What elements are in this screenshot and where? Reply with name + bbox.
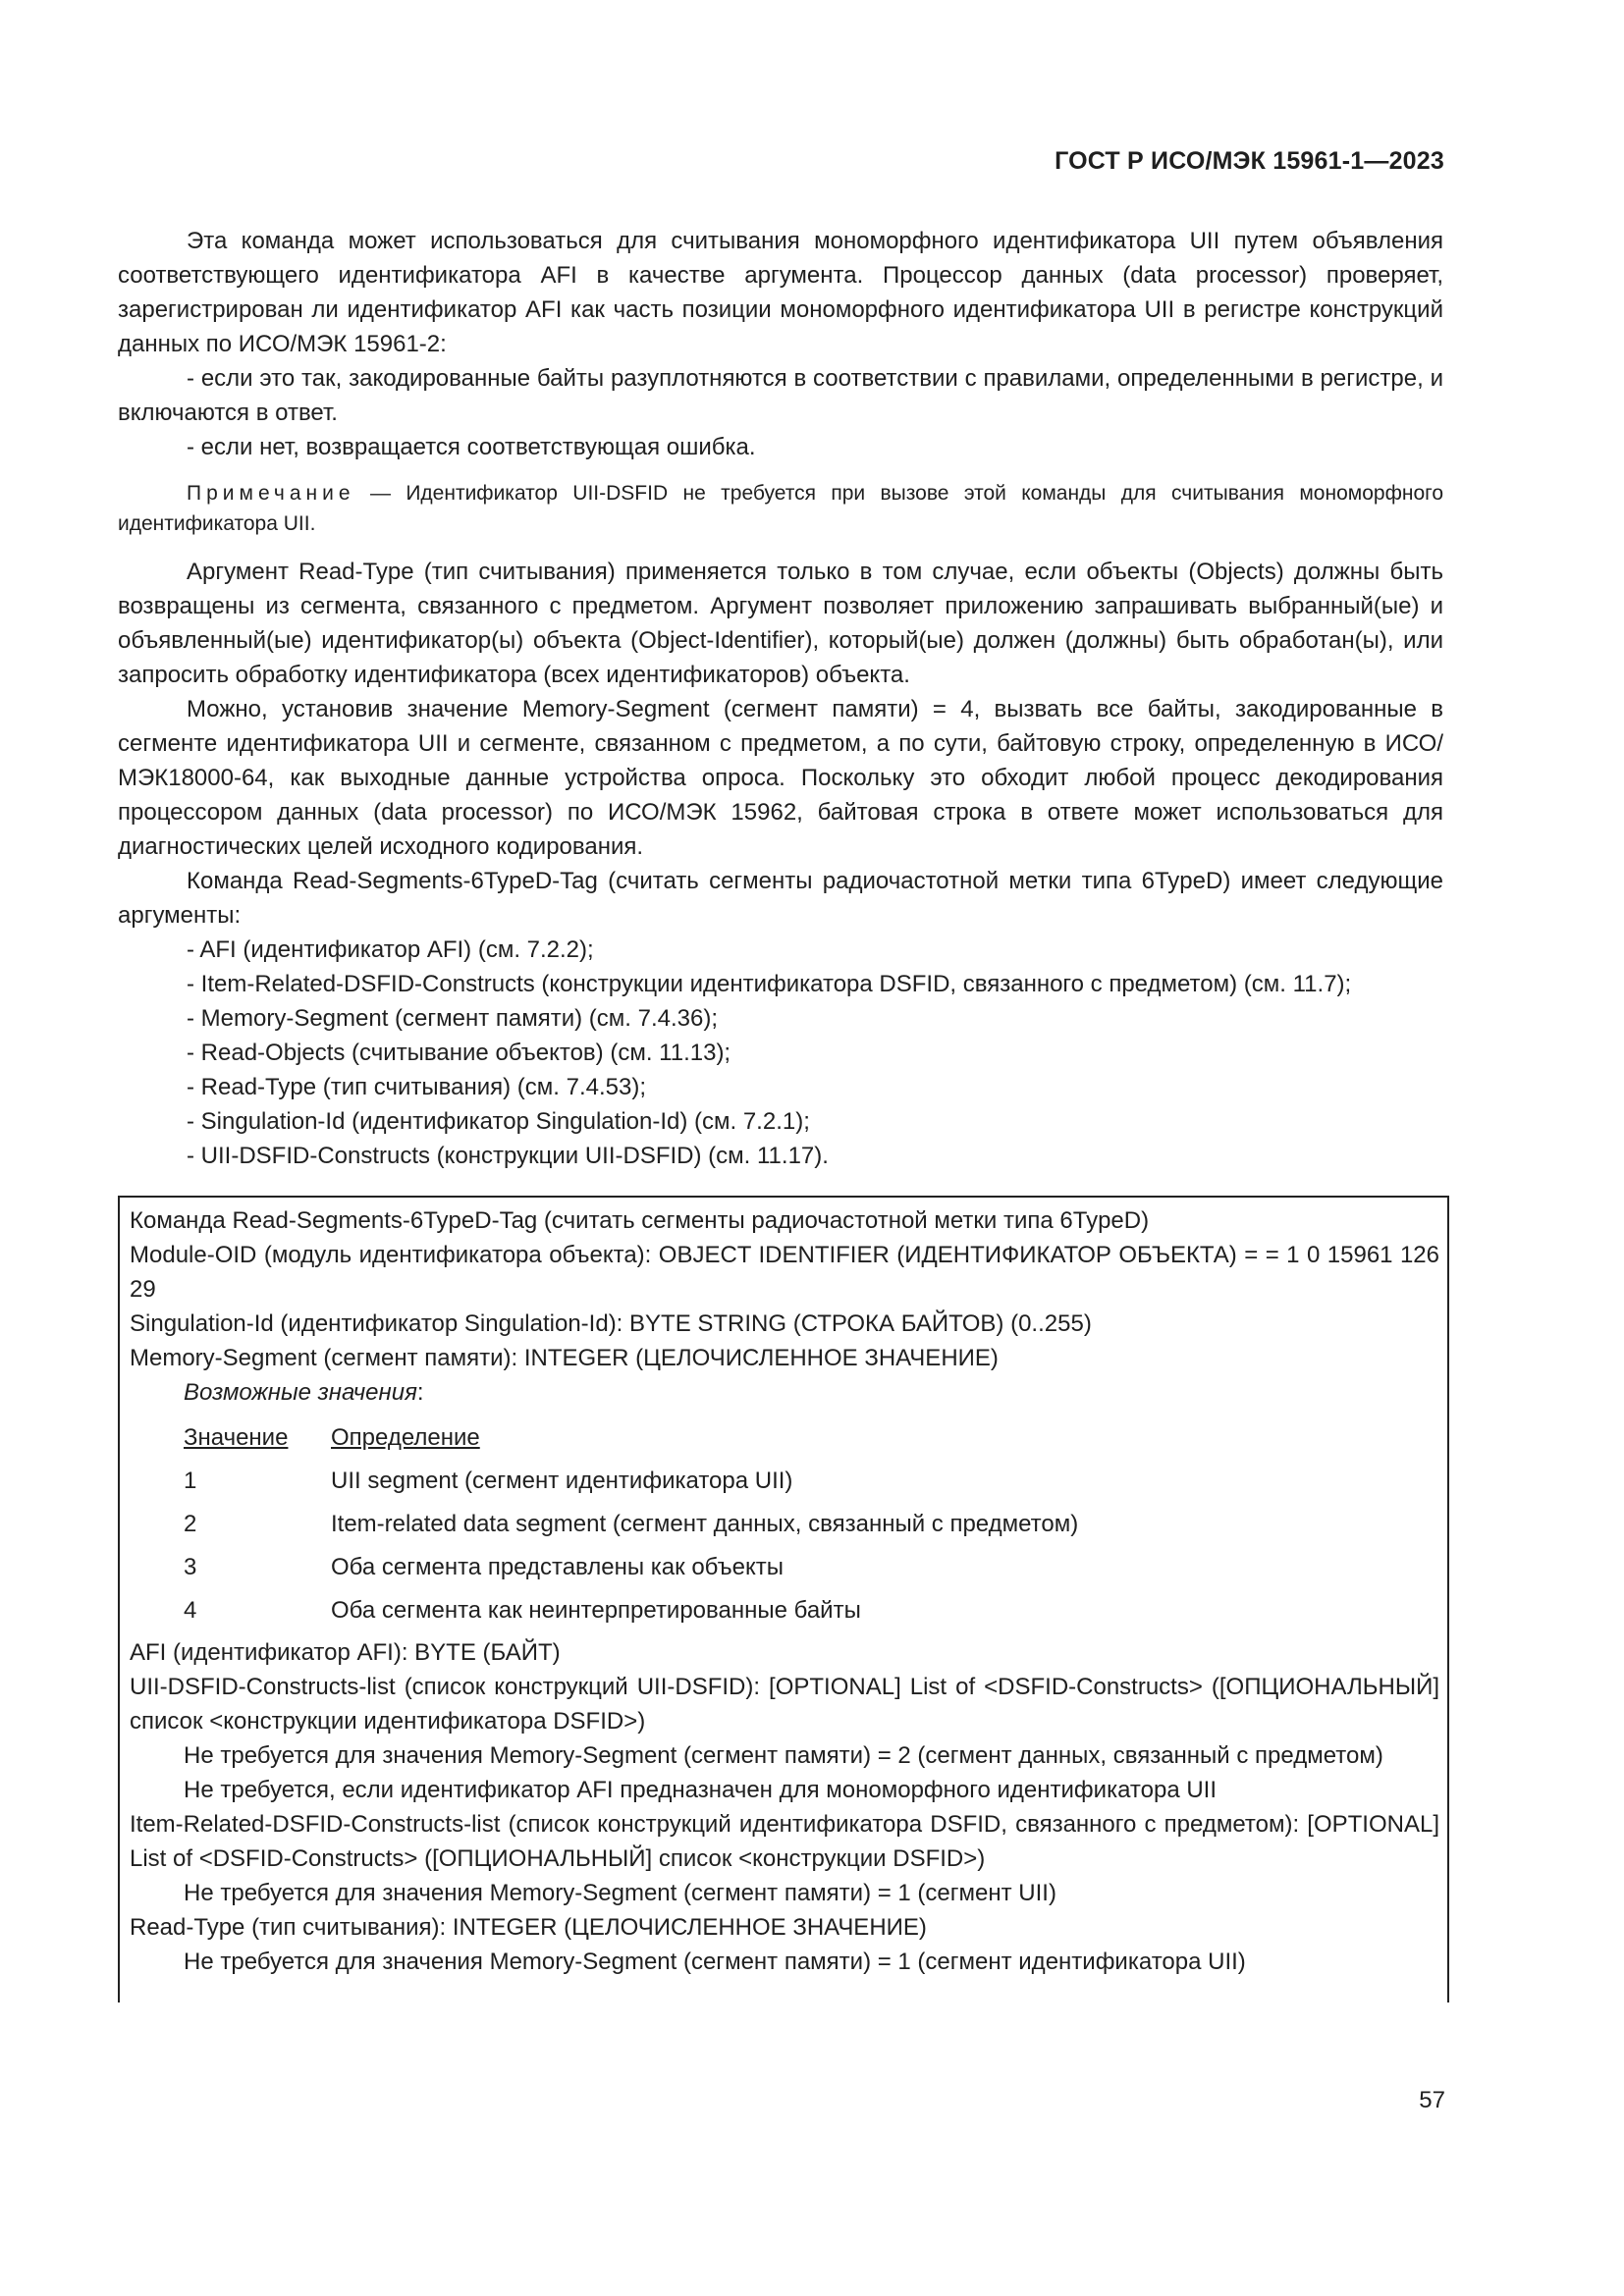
value-cell: 1 xyxy=(184,1467,197,1494)
box-line: Команда Read-Segments-6TypeD-Tag (считать сегменты радиочастотной метки типа 6TypeD) xyxy=(130,1207,1150,1234)
definition-cell: Оба сегмента представлены как объекты xyxy=(331,1553,784,1580)
paragraph-1: Эта команда может использоваться для считывания мономорфного идентификатора UII путем объявления соответствующего идентификатора AFI в качестве аргумента. Процессор данных (data processor) проверяет, зарегистрирован ли идентификатор AFI как часть позиции мономорфного идентификатора UII в регистре конструкций данных по ИСО/МЭК 15961-2: xyxy=(118,228,1443,357)
box-line: Singulation-Id (идентификатор Singulation-Id): BYTE STRING (СТРОКА БАЙТОВ) (0..255) xyxy=(130,1310,1092,1337)
main-text xyxy=(118,224,1443,1173)
box-line: AFI (идентификатор AFI): BYTE (БАЙТ) xyxy=(130,1639,561,1666)
table-header: Значение xyxy=(184,1423,289,1451)
note-label: Примечание xyxy=(187,482,355,505)
document-header: ГОСТ Р ИСО/МЭК 15961-1—2023 xyxy=(1055,147,1444,175)
argument-item: - Memory-Segment (сегмент памяти) (см. 7.4.36); xyxy=(187,1005,719,1032)
argument-item: - Singulation-Id (идентификатор Singulation-Id) (см. 7.2.1); xyxy=(187,1108,810,1135)
note xyxy=(118,478,1443,539)
box-line: Не требуется, если идентификатор AFI предназначен для мономорфного идентификатора UII xyxy=(184,1777,1218,1803)
table-row xyxy=(184,1502,1078,1545)
paragraph-4: Команда Read-Segments-6TypeD-Tag (считать сегменты радиочастотной метки типа 6TypeD) имеет следующие аргументы: xyxy=(118,868,1443,929)
box-line: Не требуется для значения Memory-Segment (сегмент памяти) = 1 (сегмент идентификатора UII) xyxy=(184,1949,1246,1975)
value-cell: 2 xyxy=(184,1510,197,1537)
definition-cell: UII segment (сегмент идентификатора UII) xyxy=(331,1467,793,1494)
page-number: 57 xyxy=(1419,2087,1445,2113)
note-text: — Идентификатор UII-DSFID не требуется при вызове этой команды для считывания мономорфного идентификатора UII. xyxy=(118,482,1443,535)
definition-cell: Оба сегмента как неинтерпретированные байты xyxy=(331,1596,861,1624)
box-line: Не требуется для значения Memory-Segment (сегмент памяти) = 1 (сегмент UII) xyxy=(184,1880,1056,1906)
argument-item: - Read-Objects (считывание объектов) (см. 11.13); xyxy=(187,1040,731,1066)
table-header: Определение xyxy=(331,1423,480,1451)
box-line: Module-OID (модуль идентификатора объекта): OBJECT IDENTIFIER (ИДЕНТИФИКАТОР ОБЪЕКТА) = = 1 0 15961 126 29 xyxy=(130,1242,1439,1303)
argument-item: - AFI (идентификатор AFI) (см. 7.2.2); xyxy=(187,936,594,963)
argument-item: - UII-DSFID-Constructs (конструкции UII-DSFID) (см. 11.17). xyxy=(187,1143,829,1169)
table-header-row xyxy=(184,1415,1078,1459)
value-cell: 4 xyxy=(184,1596,197,1624)
table-row xyxy=(184,1588,1078,1631)
argument-item: - Item-Related-DSFID-Constructs (конструкции идентификатора DSFID, связанного с предметом) (см. 11.7); xyxy=(187,971,1352,997)
value-cell: 3 xyxy=(184,1553,197,1580)
paragraph-2: Аргумент Read-Type (тип считывания) применяется только в том случае, если объекты (Objects) должны быть возвращены из сегмента, связанного с предметом. Аргумент позволяет приложению запрашивать выбранный(ые) и объявленный(ые) идентификатор(ы) объекта (Object-Identifier), который(ые) должен (должны) быть обработан(ы), или запросить обработку идентификатора (всех идентификаторов) объекта. xyxy=(118,559,1443,688)
box-line: Memory-Segment (сегмент памяти): INTEGER (ЦЕЛОЧИСЛЕННОЕ ЗНАЧЕНИЕ) xyxy=(130,1345,999,1371)
table-row xyxy=(184,1545,1078,1588)
possible-values-label: Возможные значения xyxy=(184,1379,417,1406)
values-table xyxy=(184,1415,1078,1631)
argument-item: - Read-Type (тип считывания) (см. 7.4.53); xyxy=(187,1074,647,1100)
definition-cell: Item-related data segment (сегмент данных, связанный с предметом) xyxy=(331,1510,1079,1537)
possible-values-caption xyxy=(130,1375,1439,1410)
box-line: Не требуется для значения Memory-Segment (сегмент памяти) = 2 (сегмент данных, связанный с предметом) xyxy=(184,1742,1383,1769)
possible-values-colon: : xyxy=(416,1379,424,1406)
paragraph-3: Можно, установив значение Memory-Segment (сегмент памяти) = 4, вызвать все байты, закодированные в сегменте идентификатора UII и сегменте, связанном с предметом, а по сути, байтовую строку, определенную в ИСО/МЭК18000-64, как выходные данные устройства опроса. Поскольку это обходит любой процесс декодирования процессором данных (data processor) по ИСО/МЭК 15962, байтовая строка в ответе может использоваться для диагностических целей исходного кодирования. xyxy=(118,696,1443,860)
command-definition-box xyxy=(118,1196,1449,2002)
table-row xyxy=(184,1459,1078,1502)
box-line: UII-DSFID-Constructs-list (список конструкций UII-DSFID): [OPTIONAL] List of <DSFID-Constructs> ([ОПЦИОНАЛЬНЫЙ] список <конструкции идентификатора DSFID>) xyxy=(130,1674,1439,1735)
list-item: - если это так, закодированные байты разуплотняются в соответствии с правилами, определенными в регистре, и включаются в ответ. xyxy=(118,365,1443,426)
box-line: Read-Type (тип считывания): INTEGER (ЦЕЛОЧИСЛЕННОЕ ЗНАЧЕНИЕ) xyxy=(130,1914,927,1941)
box-line: Item-Related-DSFID-Constructs-list (список конструкций идентификатора DSFID, связанного с предметом): [OPTIONAL] List of <DSFID-Constructs> ([ОПЦИОНАЛЬНЫЙ] список <конструкции DSFID>) xyxy=(130,1811,1439,1872)
list-item: - если нет, возвращается соответствующая ошибка. xyxy=(187,434,756,460)
